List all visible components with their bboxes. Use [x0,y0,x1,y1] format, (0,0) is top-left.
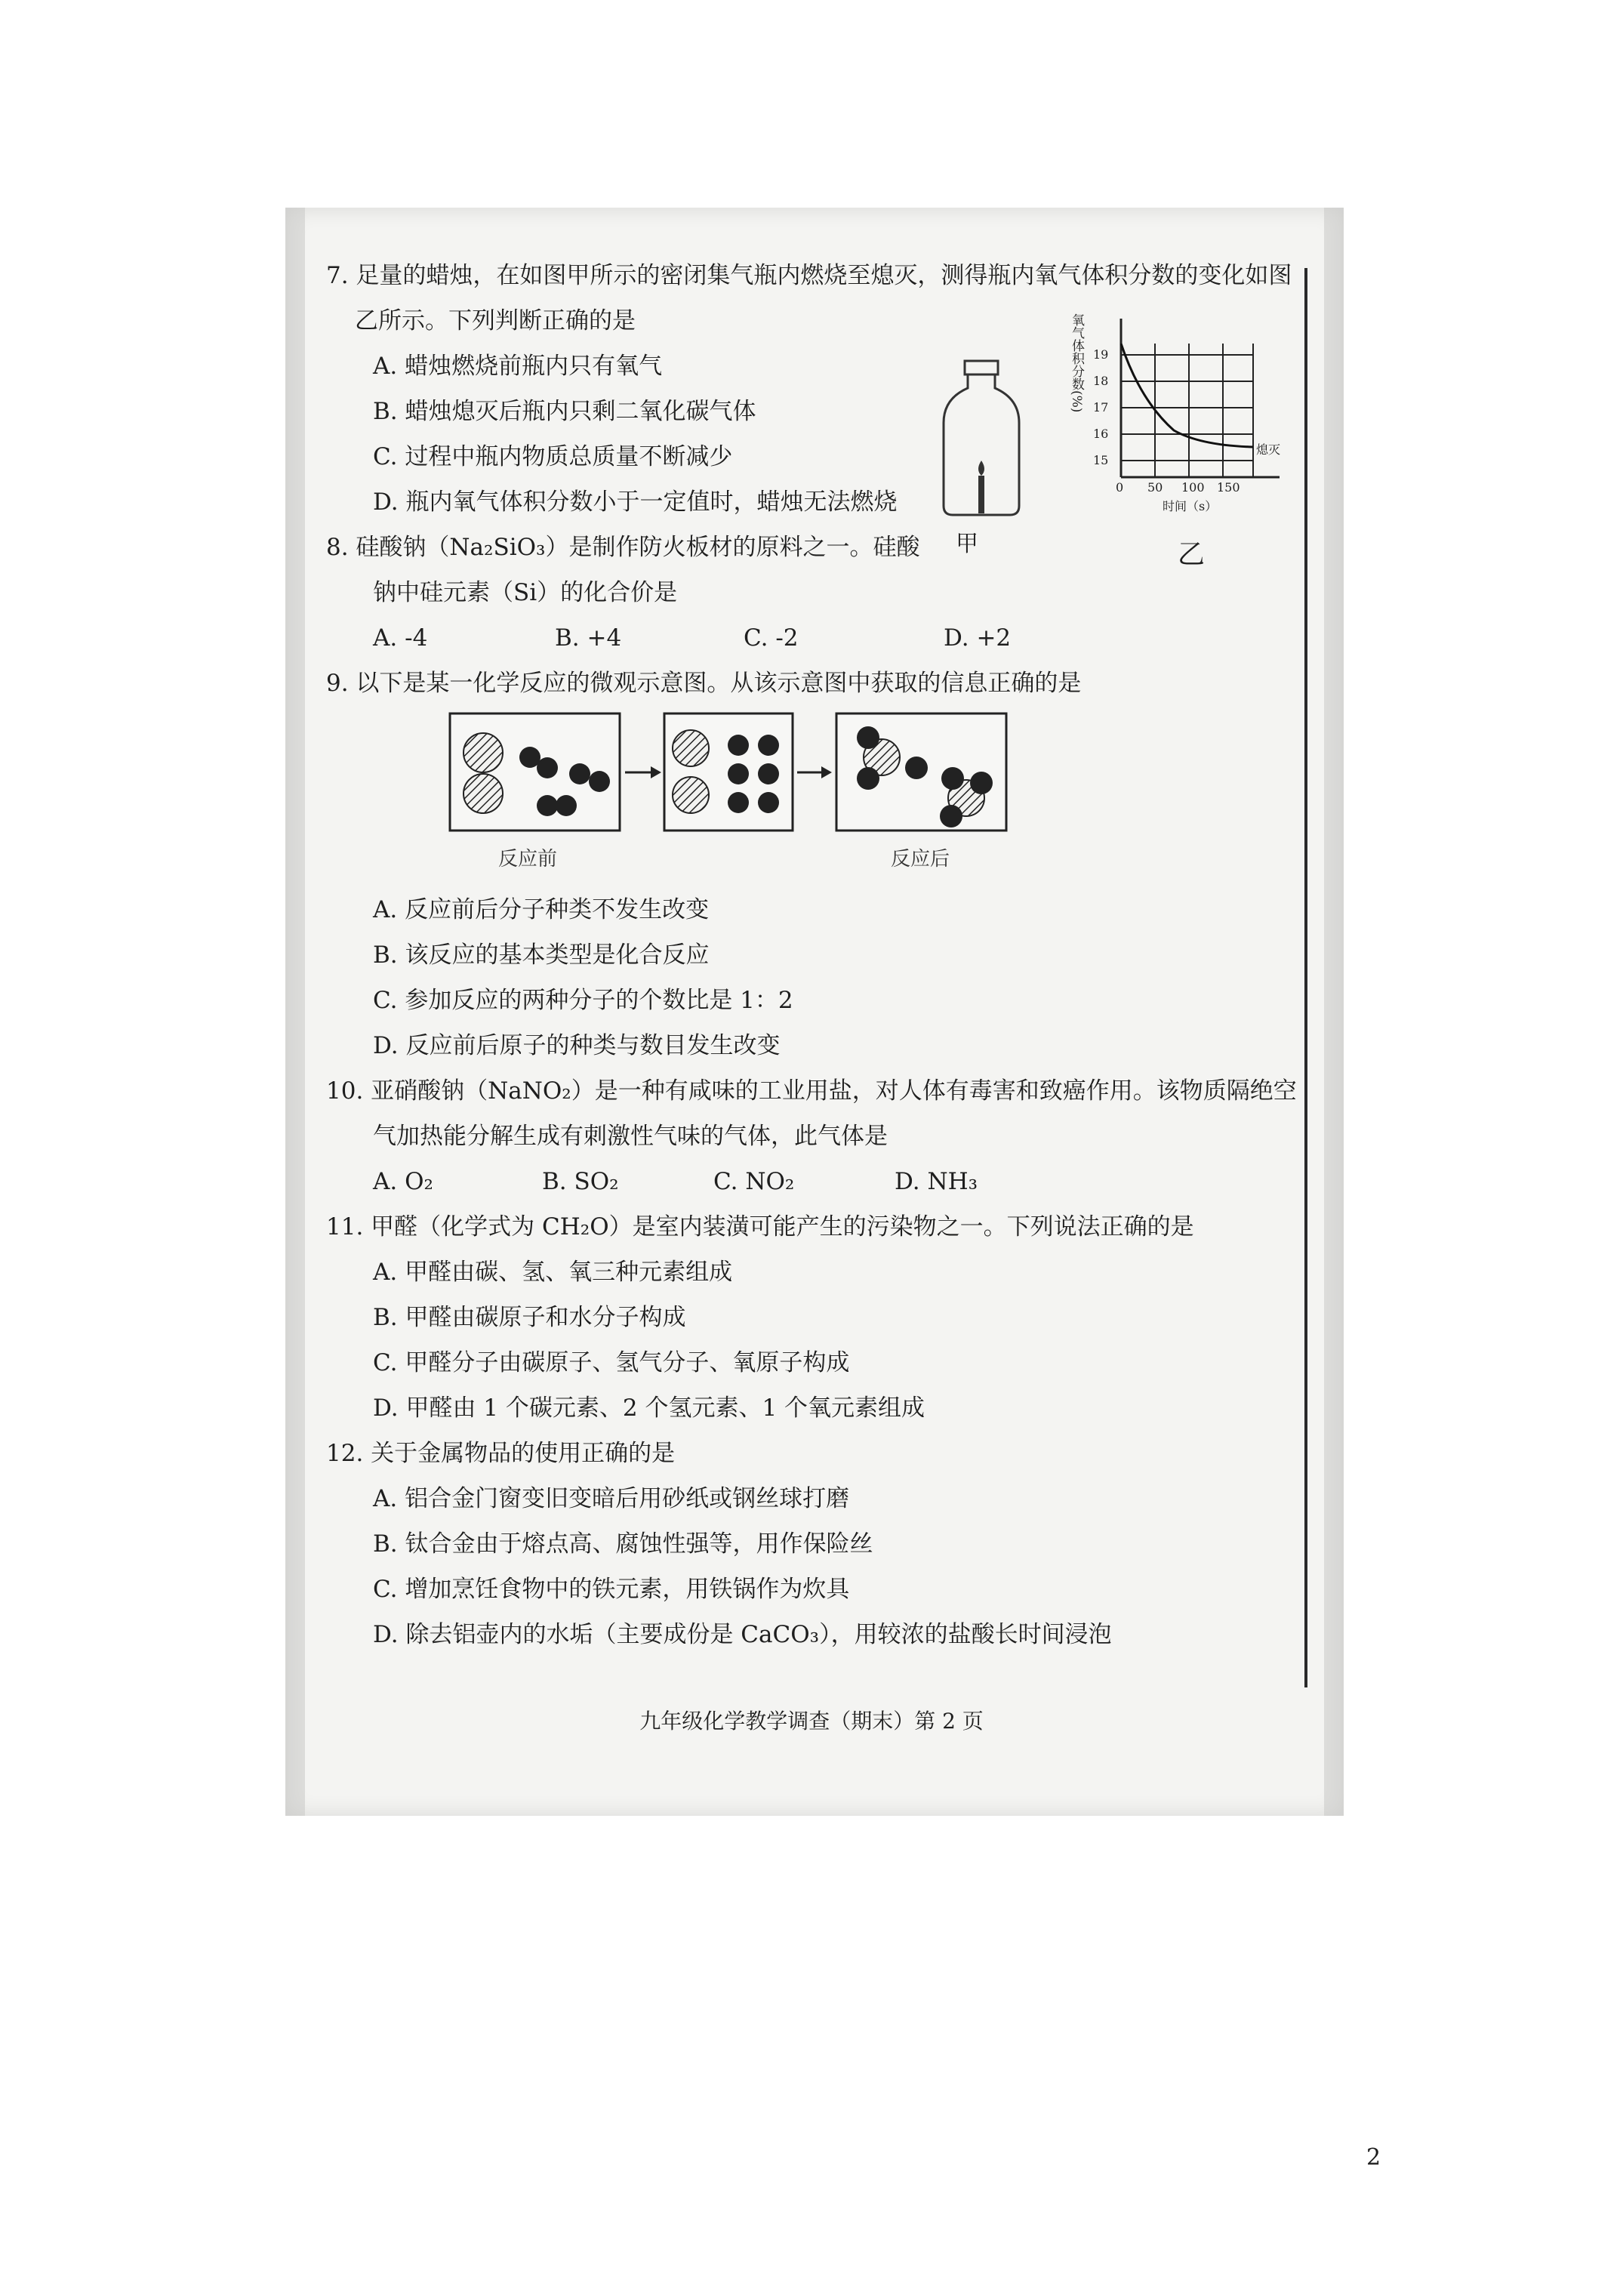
reaction-diagram [445,706,1034,842]
q9-stem: 9. 以下是某一化学反应的微观示意图。从该示意图中获取的信息正确的是 [326,670,1082,697]
q8-option-b: B. +4 [555,624,622,652]
q12-option-c: C. 增加烹饪食物中的铁元素，用铁锅作为炊具 [373,1576,850,1603]
q12-option-d: D. 除去铝壶内的水垢（主要成份是 CaCO₃），用较浓的盐酸长时间浸泡 [373,1621,1112,1648]
page-number: 2 [1366,2144,1381,2171]
q10-option-c: C. NO₂ [713,1168,795,1195]
binding-rule [1304,268,1307,1687]
figure-label-jia: 甲 [956,531,978,557]
graph-y-tick: 15 [1093,453,1109,467]
q11-stem: 11. 甲醛（化学式为 CH₂O）是室内装潢可能产生的污染物之一。下列说法正确的是 [326,1213,1194,1240]
q7-option-d: D. 瓶内氧气体积分数小于一定值时，蜡烛无法燃烧 [373,488,898,516]
reaction-before-caption: 反应前 [498,848,558,871]
scan-edge-left [285,208,305,1816]
reaction-after-caption: 反应后 [891,848,950,871]
graph-x-tick: 100 [1181,480,1205,495]
q10-stem-line1: 10. 亚硝酸钠（NaNO₂）是一种有咸味的工业用盐，对人体有毒害和致癌作用。该物质隔绝空 [326,1077,1297,1105]
q7-option-b: B. 蜡烛熄灭后瓶内只剩二氧化碳气体 [373,398,756,425]
graph-x-tick: 150 [1217,480,1240,495]
q9-option-a: A. 反应前后分子种类不发生改变 [373,896,710,923]
scan-edge-right [1324,208,1344,1816]
q8-option-a: A. -4 [373,624,428,652]
q7-stem-line1: 7. 足量的蜡烛，在如图甲所示的密闭集气瓶内燃烧至熄灭，测得瓶内氧气体积分数的变化如图 [326,262,1292,289]
q7-option-c: C. 过程中瓶内物质总质量不断减少 [373,443,733,470]
q11-option-d: D. 甲醛由 1 个碳元素、2 个氢元素、1 个氧元素组成 [373,1395,925,1422]
q12-stem: 12. 关于金属物品的使用正确的是 [326,1440,676,1467]
q10-option-b: B. SO₂ [542,1168,619,1195]
graph-x-tick: 0 [1116,480,1124,495]
q12-option-b: B. 钛合金由于熔点高、腐蚀性强等，用作保险丝 [373,1530,873,1558]
q11-option-b: B. 甲醛由碳原子和水分子构成 [373,1304,686,1331]
graph-y-axis-label: 氧气体积分数(%) [1069,313,1084,413]
figure-label-yi: 乙 [1178,539,1206,570]
q9-option-b: B. 该反应的基本类型是化合反应 [373,942,710,969]
graph-y-tick: 19 [1093,347,1109,362]
q7-stem-line2: 乙所示。下列判断正确的是 [355,307,636,334]
q11-option-a: A. 甲醛由碳、氢、氧三种元素组成 [373,1259,733,1286]
graph-x-tick: 50 [1147,480,1163,495]
graph-y-tick: 16 [1093,427,1109,441]
q8-option-c: C. -2 [744,624,799,652]
graph-y-tick: 17 [1093,400,1109,415]
gas-bottle-figure [936,355,1027,521]
page-footer: 九年级化学教学调查（期末）第 2 页 [639,1709,984,1734]
graph-x-axis-label: 时间（s） [1163,499,1218,513]
graph-annotation: 熄灭 [1256,442,1281,457]
q10-stem-line2: 气加热能分解生成有刺激性气味的气体，此气体是 [373,1123,888,1150]
q11-option-c: C. 甲醛分子由碳原子、氢气分子、氧原子构成 [373,1349,850,1376]
q7-option-a: A. 蜡烛燃烧前瓶内只有氧气 [373,353,663,380]
q10-option-a: A. O₂ [373,1168,433,1195]
q8-stem-line2: 钠中硅元素（Si）的化合价是 [373,579,678,606]
q8-option-d: D. +2 [944,624,1012,652]
graph-y-tick: 18 [1093,374,1109,388]
q12-option-a: A. 铝合金门窗变旧变暗后用砂纸或钢丝球打磨 [373,1485,850,1512]
q10-option-d: D. NH₃ [895,1168,978,1195]
q8-stem-line1: 8. 硅酸钠（Na₂SiO₃）是制作防火板材的原料之一。硅酸 [326,534,920,561]
q9-option-c: C. 参加反应的两种分子的个数比是 1：2 [373,987,793,1014]
q9-option-d: D. 反应前后原子的种类与数目发生改变 [373,1032,781,1059]
